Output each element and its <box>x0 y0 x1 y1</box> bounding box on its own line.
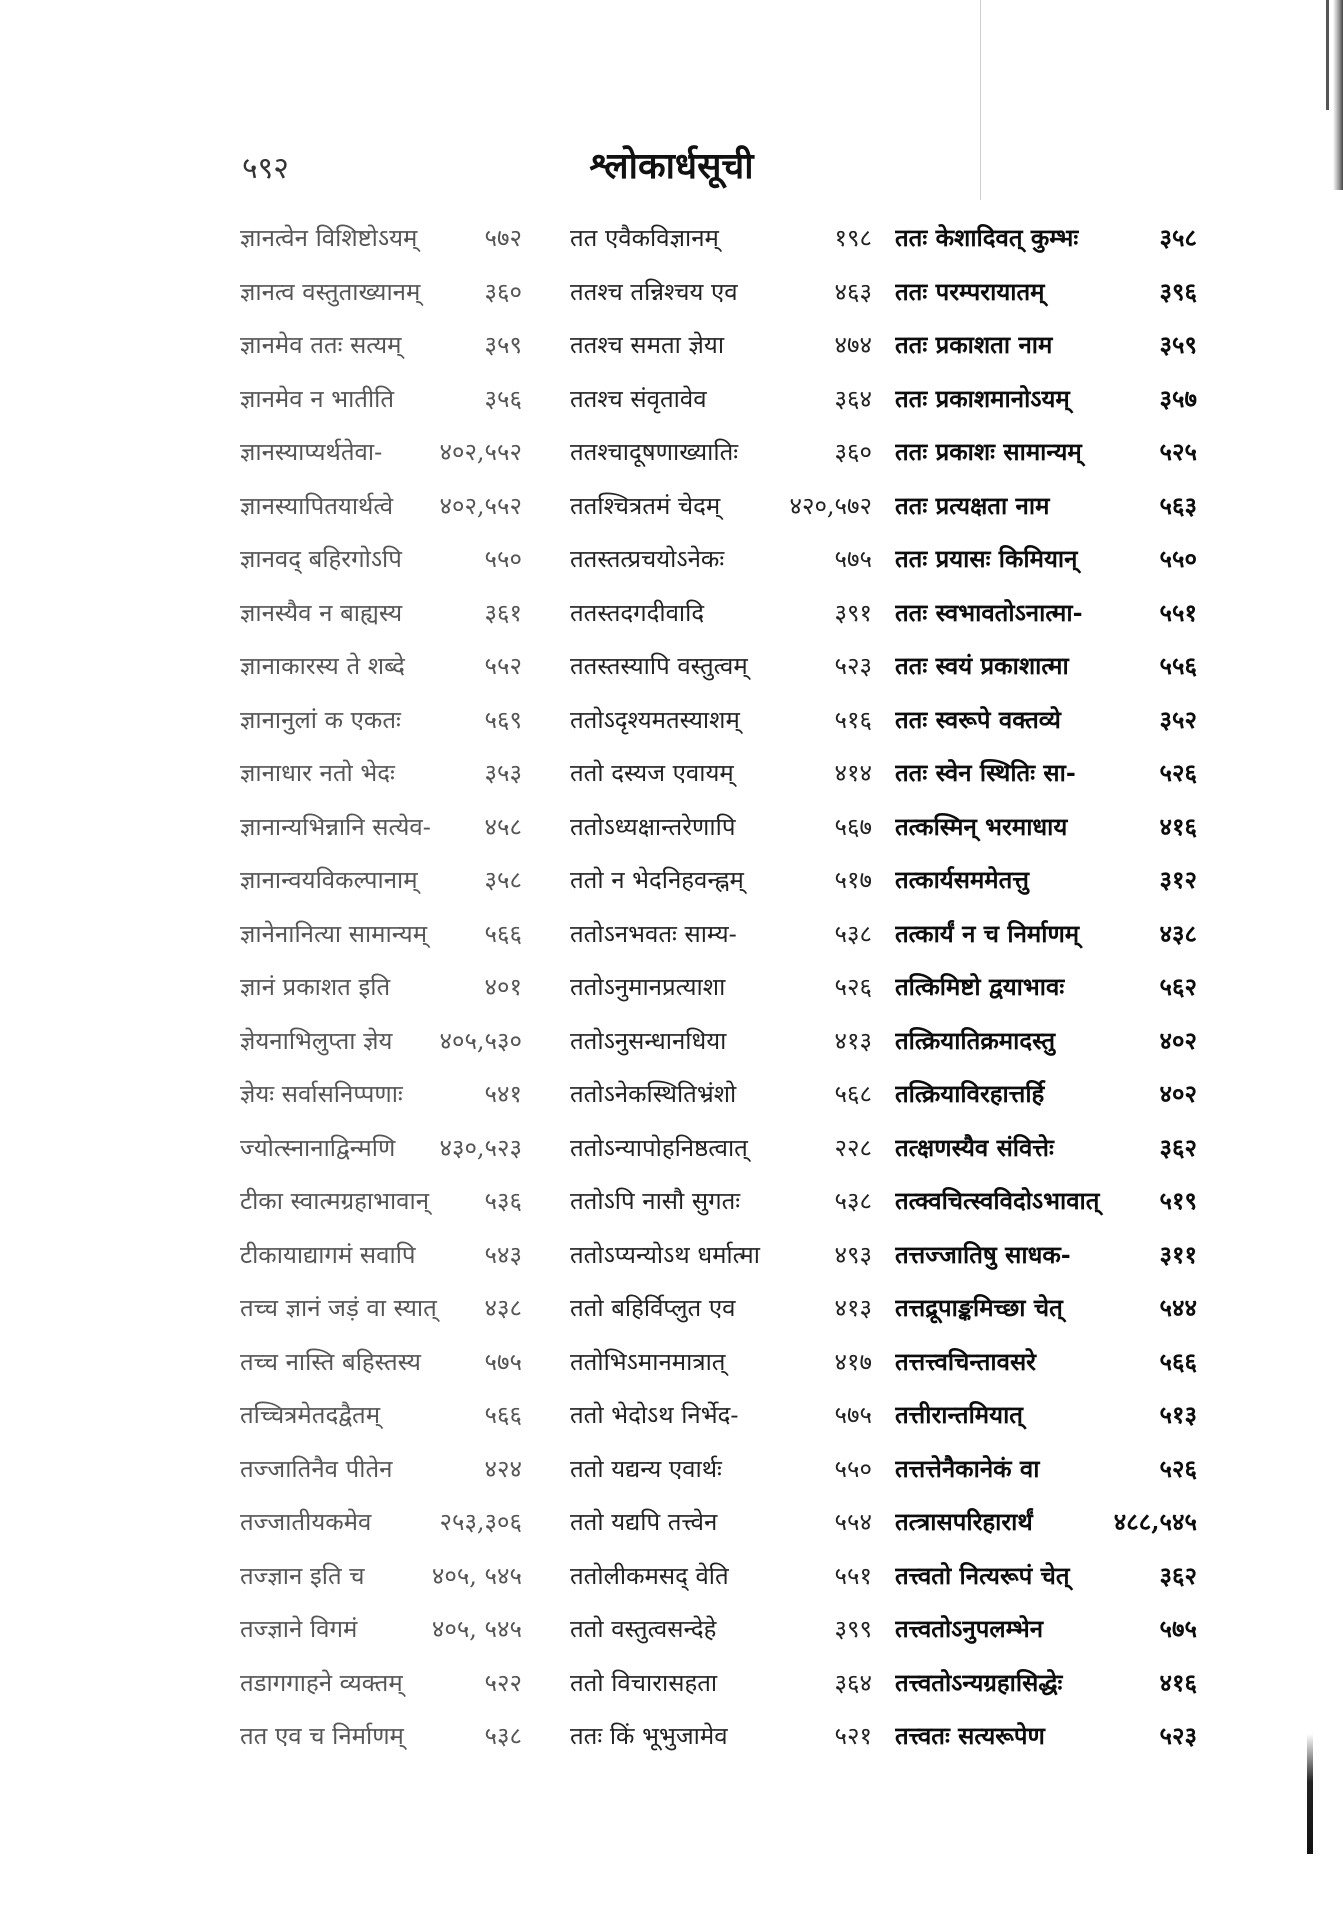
page-reference: ५२३ <box>1159 1721 1197 1750</box>
page-reference: ३९१ <box>834 598 872 627</box>
verse-text: ततोऽनुमानप्रत्याशा <box>570 973 726 1001</box>
index-entry <box>240 587 530 639</box>
page-reference: ४३८ <box>484 1294 522 1322</box>
index-entry <box>570 587 880 639</box>
index-entry <box>570 1336 880 1388</box>
page-reference: ४०२ <box>1159 1079 1197 1108</box>
page-reference: ५७५ <box>1159 1614 1197 1643</box>
page-reference: ५२१ <box>834 1722 872 1750</box>
page-reference: ३६० <box>834 438 872 466</box>
page-reference: ५२६ <box>834 973 872 1001</box>
page-reference: ४१७ <box>834 1347 872 1376</box>
page-reference: ४०२ <box>1159 1025 1197 1055</box>
page-reference: ५४१ <box>484 1080 522 1108</box>
page-reference: ५४३ <box>484 1240 522 1269</box>
index-entry <box>895 1282 1205 1334</box>
index-entry <box>570 908 880 960</box>
verse-text: ततो विचारासहता <box>570 1668 718 1697</box>
index-entry <box>895 640 1205 692</box>
page-reference: ३६४ <box>834 384 872 413</box>
page-reference: ४१६ <box>1159 811 1197 841</box>
index-entry <box>570 1550 880 1602</box>
index-entry <box>570 1068 880 1120</box>
index-entry <box>240 266 530 318</box>
page-reference: ५६७ <box>834 812 872 841</box>
index-entry <box>895 1122 1205 1174</box>
verse-text: ततो यद्यन्य एवार्थः <box>570 1454 722 1483</box>
index-entry <box>895 1550 1205 1602</box>
index-entry <box>570 640 880 692</box>
index-entry <box>895 1657 1205 1709</box>
index-entry <box>895 1175 1205 1227</box>
index-entry <box>570 212 880 264</box>
page-reference: ४९३ <box>834 1240 872 1269</box>
page-reference: ५५० <box>484 545 522 573</box>
page-reference: ५६९ <box>484 705 522 734</box>
index-entry <box>240 212 530 264</box>
verse-text: तत्तीरान्तमियात् <box>895 1400 1023 1429</box>
verse-text: तज्ज्ञाने विगमं <box>240 1615 358 1643</box>
index-entry <box>895 266 1205 318</box>
index-entry <box>570 801 880 853</box>
verse-text: ज्ञानस्यापितयार्थत्वे <box>240 491 394 520</box>
index-entry <box>895 1068 1205 1120</box>
index-entry <box>895 961 1205 1013</box>
verse-text: ततः स्वभावतोऽनात्मा- <box>895 597 1083 627</box>
page-reference: ४३८ <box>1159 918 1197 948</box>
page-reference: ४२४ <box>484 1454 522 1483</box>
verse-text: ततः केशादिवत् कुम्भः <box>895 223 1079 252</box>
page-reference: ३५८ <box>1159 223 1197 252</box>
page-reference: ४७४ <box>834 331 872 359</box>
index-entry <box>240 1015 530 1067</box>
verse-text: तज्जातीयकमेव <box>240 1508 372 1536</box>
verse-text: तत्तज्जातिषु साधक- <box>895 1239 1071 1269</box>
verse-text: ततः किं भूभुजामेव <box>570 1722 728 1750</box>
verse-text: ततश्चित्रतमं चेदम् <box>570 491 721 520</box>
page-reference: ५५१ <box>834 1561 872 1590</box>
index-entry <box>240 747 530 799</box>
verse-text: ज्ञानान्यभिन्नानि सत्येव- <box>240 812 431 841</box>
page-reference: ५४४ <box>1159 1293 1197 1322</box>
verse-text: ततो दस्यज एवायम् <box>570 759 734 787</box>
page-reference: ५५४ <box>834 1508 872 1536</box>
index-entry <box>240 1122 530 1174</box>
verse-text: ततो भेदोऽथ निर्भेद- <box>570 1401 739 1429</box>
verse-text: ज्ञानत्व वस्तुताख्यानम् <box>240 277 421 306</box>
verse-text: ततोऽप्यन्योऽथ धर्मात्मा <box>570 1240 760 1269</box>
page-reference: ४०२,५५२ <box>439 438 522 466</box>
index-entry <box>895 212 1205 264</box>
index-entry <box>895 1603 1205 1655</box>
verse-text: तच्च नास्ति बहिस्तस्य <box>240 1347 421 1376</box>
index-entry <box>570 1443 880 1495</box>
verse-text: ततोऽपि नासौ सुगतः <box>570 1187 741 1215</box>
page-reference: ४५८ <box>484 812 522 841</box>
verse-text: टीकायाद्यागमं सवापि <box>240 1240 416 1269</box>
verse-text: ततस्तदगदीवादि <box>570 598 705 627</box>
index-entry <box>570 1657 880 1709</box>
page-reference: ३६२ <box>1159 1560 1197 1590</box>
index-entry <box>240 1550 530 1602</box>
page-reference: ४२०,५७२ <box>789 491 872 520</box>
index-entry <box>240 694 530 746</box>
verse-text: ततश्चादूषणाख्यातिः <box>570 438 739 466</box>
page-title: श्लोकार्धसूची <box>589 145 754 187</box>
verse-text: ततः प्रयासः किमियान् <box>895 544 1078 573</box>
index-entry <box>895 908 1205 960</box>
index-entry <box>570 426 880 478</box>
index-entry <box>240 1336 530 1388</box>
verse-text: ततः प्रकाशमानोऽयम् <box>895 383 1070 413</box>
verse-text: तत्क्षणस्यैव संवित्तेः <box>895 1132 1054 1162</box>
page-reference: ५३८ <box>834 1187 872 1215</box>
page-reference: ५२५ <box>1159 437 1197 466</box>
index-entry <box>570 1603 880 1655</box>
verse-text: ततः प्रत्यक्षता नाम <box>895 490 1050 520</box>
verse-text: तत्कार्यसममेतत्तु <box>895 865 1029 894</box>
verse-text: तडागगाहने व्यक्तम् <box>240 1668 403 1697</box>
page-reference: ४३०,५२३ <box>439 1133 522 1162</box>
verse-text: तज्ज्ञान इति च <box>240 1561 365 1590</box>
index-entry <box>570 480 880 532</box>
verse-text: तत्क्रियातिक्रमादस्तु <box>895 1025 1056 1055</box>
index-entry <box>240 1229 530 1281</box>
page-reference: ३६२ <box>1159 1132 1197 1162</box>
verse-text: ज्ञानमेव न भातीति <box>240 384 395 413</box>
index-entry <box>240 533 530 585</box>
index-entry <box>895 1443 1205 1495</box>
index-entry <box>240 961 530 1013</box>
page-reference: १९८ <box>834 224 872 252</box>
verse-text: तत्कार्यं न च निर्माणम् <box>895 918 1080 948</box>
index-entry <box>240 480 530 532</box>
index-entry <box>895 1015 1205 1067</box>
index-entry <box>895 854 1205 906</box>
verse-text: ततोऽध्यक्षान्तरेणापि <box>570 812 736 841</box>
page-reference: ४६३ <box>834 277 872 306</box>
index-entry <box>240 1710 530 1762</box>
page-reference: ३५८ <box>484 866 522 894</box>
verse-text: ततश्च तन्निश्चय एव <box>570 277 738 306</box>
page-reference: ३५९ <box>484 331 522 359</box>
index-entry <box>570 533 880 585</box>
page-reference: ५५१ <box>1159 597 1197 627</box>
verse-text: टीका स्वात्मग्रहाभावान् <box>240 1187 430 1215</box>
verse-text: ततोऽनेकस्थितिभ्रंशो <box>570 1080 737 1108</box>
page-reference: २२८ <box>834 1133 872 1162</box>
page-reference: ३६४ <box>834 1668 872 1697</box>
index-entry <box>570 854 880 906</box>
verse-text: ततश्च समता ज्ञेया <box>570 331 725 359</box>
page-reference: ३११ <box>1159 1239 1197 1269</box>
index-entry <box>240 1443 530 1495</box>
verse-text: तत्किमिष्टो द्वयाभावः <box>895 972 1065 1001</box>
verse-text: तत्त्रासपरिहारार्थं <box>895 1507 1033 1536</box>
verse-text: ज्ञानं प्रकाशत इति <box>240 973 391 1001</box>
page-reference: ३९६ <box>1159 276 1197 306</box>
verse-text: ततोलीकमसद् वेति <box>570 1561 729 1590</box>
page-reference: ५६३ <box>1159 490 1197 520</box>
index-entry <box>570 1389 880 1441</box>
scan-edge-shadow-bottom <box>1307 1734 1313 1854</box>
verse-text: ततोऽनभवतः साम्य- <box>570 919 737 948</box>
page-reference: ३५७ <box>1159 383 1197 413</box>
page-reference: ३५३ <box>484 759 522 787</box>
page-reference: ५२६ <box>1159 1453 1197 1483</box>
page-reference: ५७५ <box>834 1401 872 1429</box>
index-entry <box>240 1175 530 1227</box>
page-reference: ५५२ <box>484 652 522 680</box>
verse-text: तत एव च निर्माणम् <box>240 1722 404 1750</box>
verse-text: ज्ञानवद् बहिरगोऽपि <box>240 545 402 573</box>
verse-text: ज्ञानस्यैव न बाह्यस्य <box>240 598 403 627</box>
page-reference: ५३८ <box>834 919 872 948</box>
index-entry <box>895 694 1205 746</box>
verse-text: तत्क्रियाविरहात्तर्हि <box>895 1079 1045 1108</box>
index-entry <box>895 1496 1205 1548</box>
scan-edge-mark <box>1326 0 1329 110</box>
verse-text: ततः स्वेन स्थितिः सा- <box>895 758 1076 787</box>
verse-text: ततः स्वरूपे वक्तव्ये <box>895 704 1061 734</box>
verse-text: ज्ञानाकारस्य ते शब्दे <box>240 652 405 680</box>
index-entry <box>240 319 530 371</box>
index-entry <box>240 1389 530 1441</box>
page-reference: ३५६ <box>484 384 522 413</box>
verse-text: ज्ञेयः सर्वासनिप्पणाः <box>240 1080 403 1108</box>
verse-text: ज्ञानस्याप्यर्थतेवा- <box>240 438 383 466</box>
page-reference: ५५० <box>834 1454 872 1483</box>
index-entry <box>570 1496 880 1548</box>
page-reference: २५३,३०६ <box>439 1508 522 1536</box>
verse-text: ततः परम्परायातम् <box>895 276 1045 306</box>
index-entry <box>570 1229 880 1281</box>
index-entry <box>240 1657 530 1709</box>
page-reference: ३९९ <box>834 1615 872 1643</box>
verse-text: ज्ञानमेव ततः सत्यम् <box>240 331 402 359</box>
index-entry <box>895 426 1205 478</box>
index-entry <box>240 640 530 692</box>
verse-text: ज्ञानाधार नतो भेदः <box>240 759 395 787</box>
index-entry <box>895 533 1205 585</box>
verse-text: ततोभिऽमानमात्रात् <box>570 1347 726 1376</box>
verse-text: ततोऽन्यापोहनिष्ठत्वात् <box>570 1133 748 1162</box>
verse-text: तत्त्वतोऽन्यग्रहासिद्धेः <box>895 1667 1063 1697</box>
verse-text: ततो यद्यपि तत्त्वेन <box>570 1508 718 1536</box>
index-entry <box>895 801 1205 853</box>
index-entry <box>570 1282 880 1334</box>
page-reference: ४०५,५३० <box>439 1026 522 1055</box>
page-reference: ३५९ <box>1159 330 1197 359</box>
page-reference: ५२३ <box>834 652 872 680</box>
page-reference: ५७२ <box>484 224 522 252</box>
page-reference: ४१३ <box>834 1026 872 1055</box>
index-entry <box>240 1603 530 1655</box>
verse-text: ज्ञानान्वयविकल्पानाम् <box>240 866 418 894</box>
verse-text: ततो न भेदनिहवन्ह्नम् <box>570 866 744 894</box>
page-reference: ३१२ <box>1159 865 1197 894</box>
index-entry <box>240 1496 530 1548</box>
page-reference: ५१७ <box>834 866 872 894</box>
verse-text: ततश्च संवृतावेव <box>570 384 707 413</box>
page-reference: ४०५, ५४५ <box>431 1615 522 1643</box>
verse-text: तच्चित्रमेतदद्वैतम् <box>240 1401 381 1429</box>
index-entry <box>240 801 530 853</box>
index-entry <box>240 1068 530 1120</box>
verse-text: ज्ञानानुलां क एकतः <box>240 705 401 734</box>
page-reference: ५३८ <box>484 1722 522 1750</box>
index-entry <box>240 426 530 478</box>
page-reference: ५२२ <box>484 1668 522 1697</box>
index-entry <box>570 319 880 371</box>
page-reference: ४०५, ५४५ <box>431 1561 522 1590</box>
verse-text: तत्क्वचित्स्वविदोऽभावात् <box>895 1186 1100 1215</box>
verse-text: ततोऽनुसन्धानधिया <box>570 1026 727 1055</box>
page-reference: ५६६ <box>484 1401 522 1429</box>
verse-text: ज्योत्स्नानाद्विन्मणि <box>240 1133 396 1162</box>
index-entry <box>895 747 1205 799</box>
page-reference: ४१४ <box>834 759 872 787</box>
page-reference: ५७५ <box>484 1347 522 1376</box>
index-entry <box>240 908 530 960</box>
index-entry <box>895 1229 1205 1281</box>
page-reference: ५६६ <box>1159 1346 1197 1376</box>
index-entry <box>895 1710 1205 1762</box>
page-reference: ३६० <box>484 277 522 306</box>
index-entry <box>570 1175 880 1227</box>
verse-text: तत एवैकविज्ञानम् <box>570 224 719 252</box>
page-reference: ५१६ <box>834 705 872 734</box>
verse-text: ततः स्वयं प्रकाशात्मा <box>895 651 1069 680</box>
page-reference: ५१३ <box>1159 1400 1197 1429</box>
verse-text: तत्कस्मिन् भरमाधाय <box>895 811 1068 841</box>
page-reference: ५१९ <box>1159 1186 1197 1215</box>
verse-text: ज्ञानत्वेन विशिष्टोऽयम् <box>240 224 418 252</box>
page-reference: ५६२ <box>1159 972 1197 1001</box>
verse-text: तत्तत्तेनैकानेकं वा <box>895 1453 1040 1483</box>
index-entry <box>240 373 530 425</box>
page-reference: ५५० <box>1159 544 1197 573</box>
index-entry <box>895 319 1205 371</box>
verse-text: तत्त्वतो नित्यरूपं चेत् <box>895 1560 1070 1590</box>
index-entry <box>240 1282 530 1334</box>
verse-text: ज्ञानेनानित्या सामान्यम् <box>240 919 428 948</box>
page-reference: ४०२,५५२ <box>439 491 522 520</box>
page-reference: ४१६ <box>1159 1667 1197 1697</box>
page-reference: ३६१ <box>484 598 522 627</box>
page-reference: ५३६ <box>484 1187 522 1215</box>
page-reference: ५७५ <box>834 545 872 573</box>
index-entry <box>895 1389 1205 1441</box>
index-entry <box>570 1122 880 1174</box>
page-reference: ५५६ <box>1159 651 1197 680</box>
index-entry <box>895 480 1205 532</box>
page-reference: ४८८,५४५ <box>1113 1507 1197 1536</box>
page-reference: ४१३ <box>834 1294 872 1322</box>
verse-text: ततोऽदृश्यमतस्याशम् <box>570 705 740 734</box>
index-entry <box>570 1710 880 1762</box>
index-entry <box>895 1336 1205 1388</box>
index-entry <box>240 854 530 906</box>
page-reference: ३५२ <box>1159 704 1197 734</box>
verse-text: ततः प्रकाशता नाम <box>895 330 1053 359</box>
verse-text: तत्तत्त्वचिन्तावसरे <box>895 1346 1036 1376</box>
verse-text: ततस्तत्प्रचयोऽनेकः <box>570 545 725 573</box>
verse-text: ततो वस्तुत्वसन्देहे <box>570 1615 717 1643</box>
index-entry <box>570 266 880 318</box>
verse-text: ततो बहिर्विप्लुत एव <box>570 1294 736 1322</box>
index-entry <box>895 587 1205 639</box>
page-reference: ४०१ <box>484 973 522 1001</box>
page-number: ५९२ <box>242 151 289 186</box>
verse-text: ततः प्रकाशः सामान्यम् <box>895 437 1082 466</box>
page-reference: ५२६ <box>1159 758 1197 787</box>
index-columns <box>240 212 1200 1772</box>
verse-text: ततस्तस्यापि वस्तुत्वम् <box>570 652 748 680</box>
verse-text: तत्तद्रूपाङ्कमिच्छा चेत् <box>895 1293 1063 1322</box>
verse-text: तत्त्वतोऽनुपलम्भेन <box>895 1614 1044 1643</box>
verse-text: तत्त्वतः सत्यरूपेण <box>895 1721 1045 1750</box>
verse-text: तच्च ज्ञानं जड़ं वा स्यात् <box>240 1294 437 1322</box>
verse-text: ज्ञेयनाभिलुप्ता ज्ञेय <box>240 1026 393 1055</box>
index-entry <box>570 961 880 1013</box>
index-entry <box>570 373 880 425</box>
index-entry <box>570 694 880 746</box>
verse-text: तज्जातिनैव पीतेन <box>240 1454 393 1483</box>
index-entry <box>895 373 1205 425</box>
index-entry <box>570 1015 880 1067</box>
page-reference: ५६८ <box>834 1080 872 1108</box>
page-reference: ५६६ <box>484 919 522 948</box>
index-entry <box>570 747 880 799</box>
